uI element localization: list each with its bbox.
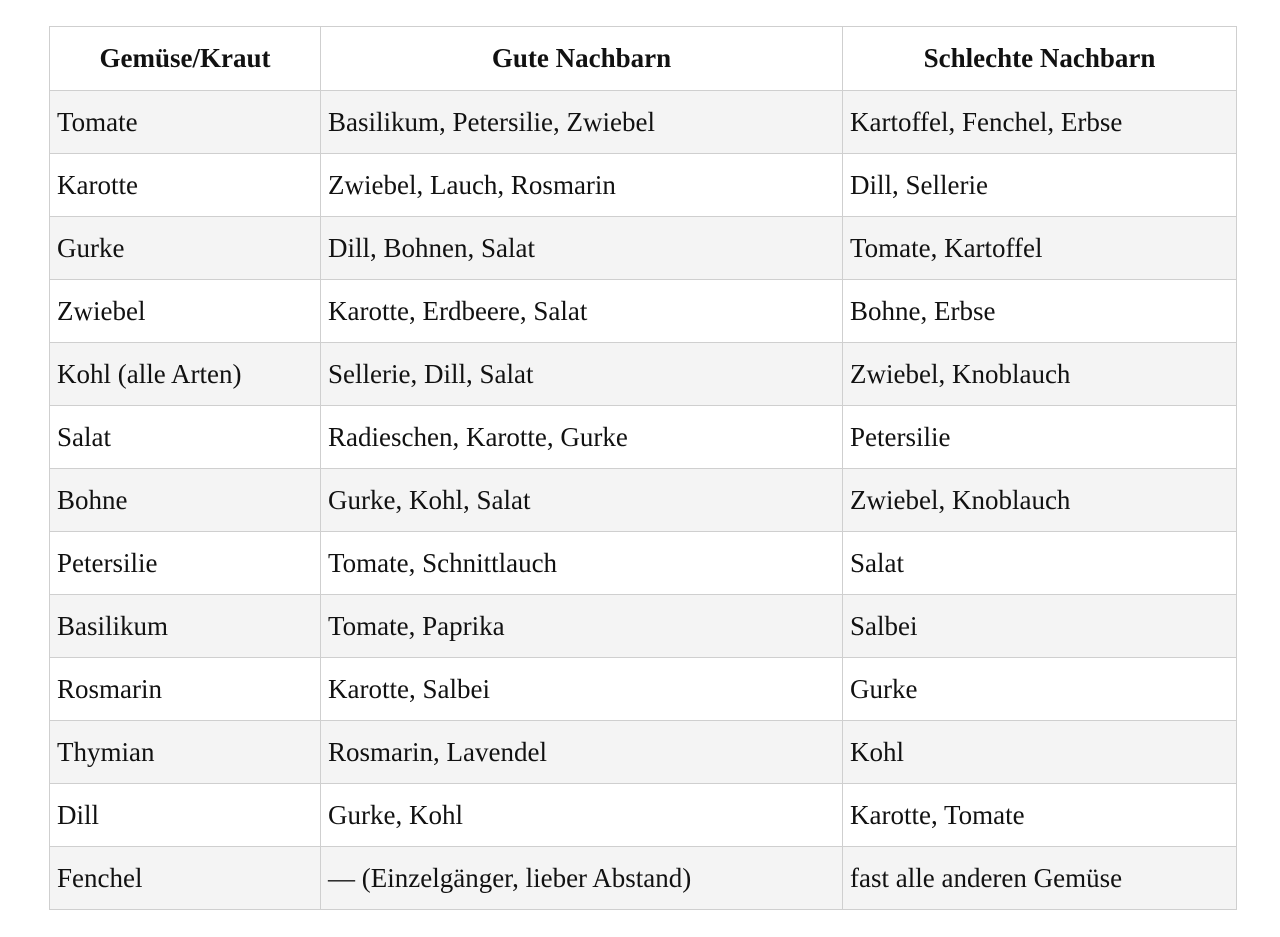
cell-vegetable: Thymian [50, 721, 321, 784]
cell-bad-neighbors: Karotte, Tomate [843, 784, 1237, 847]
table-row [50, 721, 1237, 784]
cell-vegetable: Bohne [50, 469, 321, 532]
cell-bad-neighbors: Tomate, Kartoffel [843, 217, 1237, 280]
cell-good-neighbors: Sellerie, Dill, Salat [321, 343, 843, 406]
header-row [50, 27, 1237, 91]
companion-planting-table [49, 26, 1237, 910]
cell-vegetable: Dill [50, 784, 321, 847]
cell-bad-neighbors: fast alle anderen Gemüse [843, 847, 1237, 910]
table-row [50, 280, 1237, 343]
header-vegetable: Gemüse/Kraut [50, 27, 321, 91]
cell-vegetable: Salat [50, 406, 321, 469]
cell-bad-neighbors: Kohl [843, 721, 1237, 784]
cell-bad-neighbors: Gurke [843, 658, 1237, 721]
cell-good-neighbors: Basilikum, Petersilie, Zwiebel [321, 91, 843, 154]
cell-vegetable: Zwiebel [50, 280, 321, 343]
table-row [50, 658, 1237, 721]
cell-good-neighbors: Tomate, Paprika [321, 595, 843, 658]
table-row [50, 406, 1237, 469]
companion-planting-table-container [49, 26, 1236, 910]
cell-bad-neighbors: Zwiebel, Knoblauch [843, 469, 1237, 532]
cell-vegetable: Kohl (alle Arten) [50, 343, 321, 406]
table-row [50, 595, 1237, 658]
table-row [50, 91, 1237, 154]
cell-bad-neighbors: Petersilie [843, 406, 1237, 469]
cell-vegetable: Gurke [50, 217, 321, 280]
cell-good-neighbors: Tomate, Schnittlauch [321, 532, 843, 595]
cell-vegetable: Tomate [50, 91, 321, 154]
cell-vegetable: Petersilie [50, 532, 321, 595]
cell-bad-neighbors: Salbei [843, 595, 1237, 658]
cell-bad-neighbors: Dill, Sellerie [843, 154, 1237, 217]
cell-vegetable: Rosmarin [50, 658, 321, 721]
table-body [50, 91, 1237, 910]
header-bad-neighbors: Schlechte Nachbarn [843, 27, 1237, 91]
cell-vegetable: Karotte [50, 154, 321, 217]
cell-good-neighbors: — (Einzelgänger, lieber Abstand) [321, 847, 843, 910]
cell-good-neighbors: Karotte, Salbei [321, 658, 843, 721]
cell-good-neighbors: Dill, Bohnen, Salat [321, 217, 843, 280]
cell-vegetable: Basilikum [50, 595, 321, 658]
cell-bad-neighbors: Bohne, Erbse [843, 280, 1237, 343]
cell-vegetable: Fenchel [50, 847, 321, 910]
cell-bad-neighbors: Kartoffel, Fenchel, Erbse [843, 91, 1237, 154]
cell-bad-neighbors: Zwiebel, Knoblauch [843, 343, 1237, 406]
cell-good-neighbors: Karotte, Erdbeere, Salat [321, 280, 843, 343]
cell-good-neighbors: Radieschen, Karotte, Gurke [321, 406, 843, 469]
table-row [50, 847, 1237, 910]
cell-good-neighbors: Rosmarin, Lavendel [321, 721, 843, 784]
cell-bad-neighbors: Salat [843, 532, 1237, 595]
table-header [50, 27, 1237, 91]
header-good-neighbors: Gute Nachbarn [321, 27, 843, 91]
table-row [50, 343, 1237, 406]
table-row [50, 154, 1237, 217]
cell-good-neighbors: Gurke, Kohl [321, 784, 843, 847]
table-row [50, 532, 1237, 595]
table-row [50, 784, 1237, 847]
cell-good-neighbors: Gurke, Kohl, Salat [321, 469, 843, 532]
table-row [50, 469, 1237, 532]
cell-good-neighbors: Zwiebel, Lauch, Rosmarin [321, 154, 843, 217]
table-row [50, 217, 1237, 280]
